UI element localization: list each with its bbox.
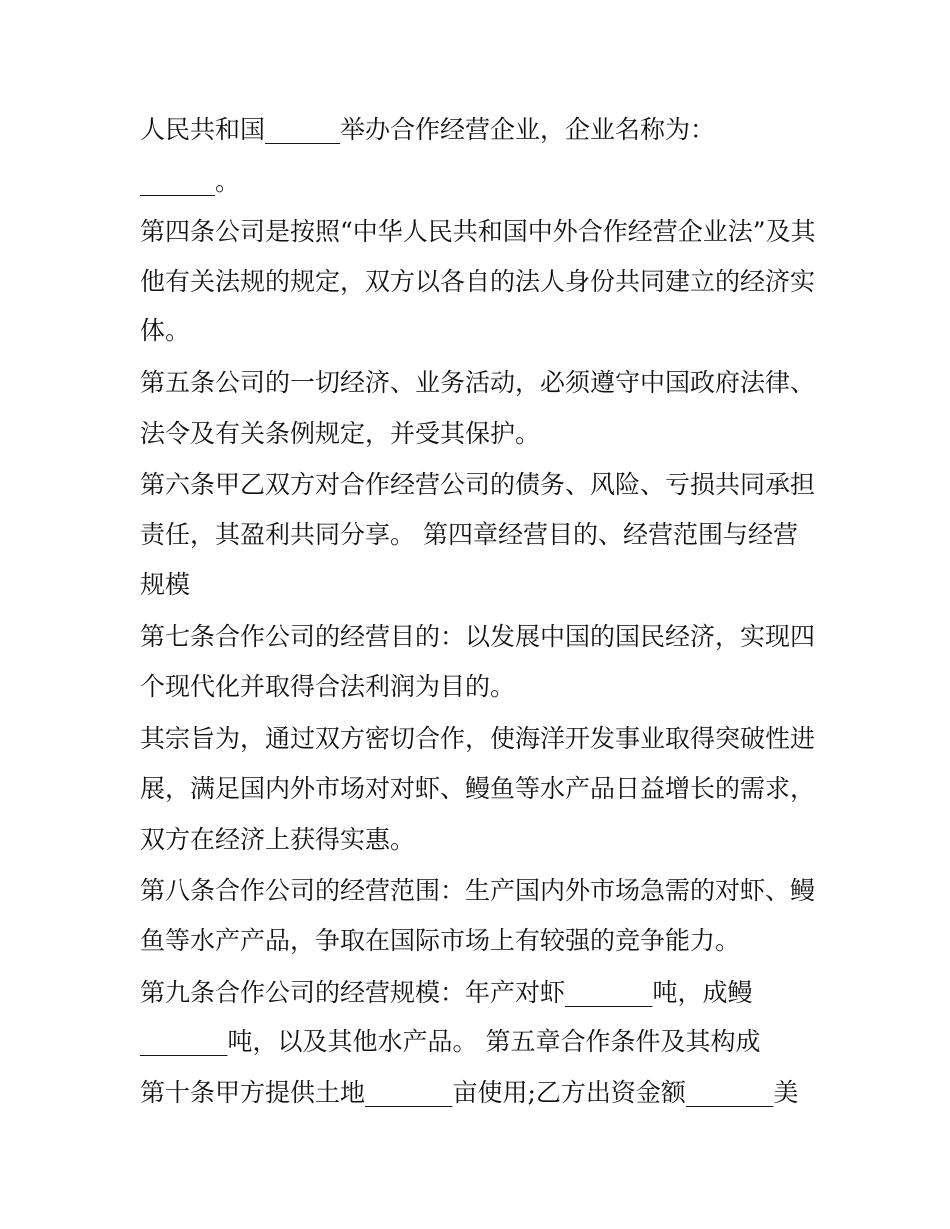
text-line: 鱼等水产产品，争取在国际市场上有较强的竞争能力。 bbox=[140, 926, 741, 955]
text-line: 第九条合作公司的经营规模：年产对虾_______吨，成鳗 bbox=[140, 978, 753, 1007]
text-line: 规模 bbox=[140, 570, 191, 599]
text-line: 第八条合作公司的经营范围：生产国内外市场急需的对虾、鳗 bbox=[140, 876, 816, 905]
text-line: 第五条公司的一切经济、业务活动，必须遵守中国政府法律、 bbox=[140, 368, 816, 397]
text-line: 责任，其盈利共同分享。 第四章经营目的、经营范围与经营 bbox=[140, 520, 798, 549]
text-line: 法令及有关条例规定，并受其保护。 bbox=[140, 419, 541, 448]
text-line: 第六条甲乙双方对合作经营公司的债务、风险、亏损共同承担 bbox=[140, 470, 816, 499]
text-line: 展，满足国内外市场对对虾、鳗鱼等水产品日益增长的需求， bbox=[140, 774, 816, 803]
text-line: _______吨，以及其他水产品。 第五章合作条件及其构成 bbox=[140, 1027, 761, 1056]
text-line: 第四条公司是按照“中华人民共和国中外合作经营企业法”及其 bbox=[140, 217, 816, 246]
text-line: 体。 bbox=[140, 316, 191, 345]
text-line: 他有关法规的规定，双方以各自的法人身份共同建立的经济实 bbox=[140, 267, 816, 296]
text-line: 人民共和国______举办合作经营企业，企业名称为： bbox=[140, 115, 716, 144]
text-line: 个现代化并取得合法利润为目的。 bbox=[140, 672, 516, 701]
text-line: 第十条甲方提供土地_______亩使用;乙方出资金额_______美 bbox=[140, 1078, 799, 1107]
text-line: 第七条合作公司的经营目的：以发展中国的国民经济，实现四 bbox=[140, 622, 816, 651]
text-line: 其宗旨为，通过双方密切合作，使海洋开发事业取得突破性进 bbox=[140, 724, 816, 753]
text-line: 双方在经济上获得实惠。 bbox=[140, 825, 416, 854]
text-line: ______。 bbox=[140, 167, 241, 196]
